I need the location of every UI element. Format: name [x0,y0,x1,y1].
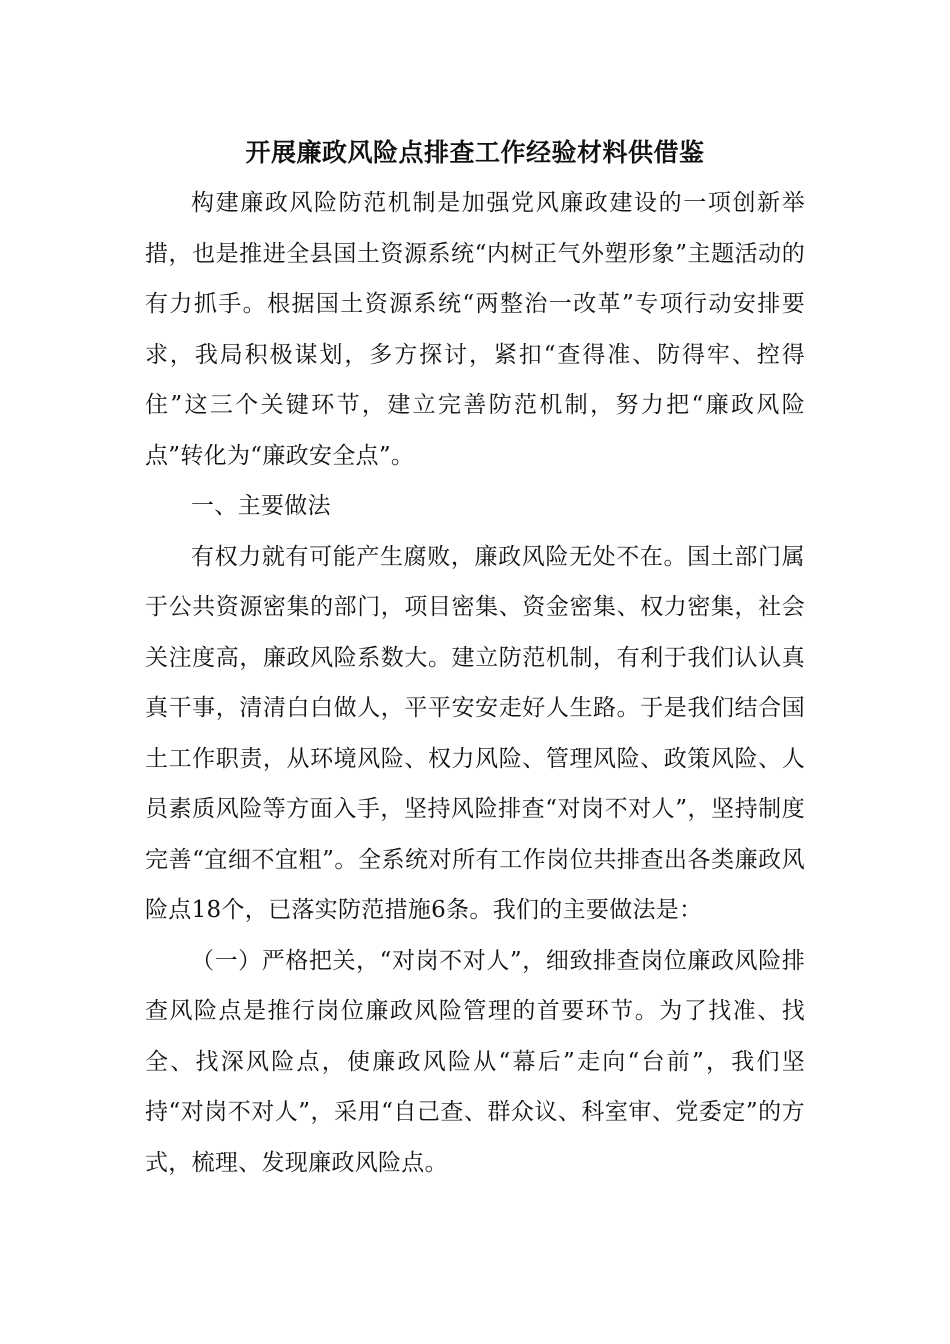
paragraph-intro: 构建廉政风险防范机制是加强党风廉政建设的一项创新举措，也是推进全县国土资源系统“内树正气外塑形象”主题活动的有力抓手。根据国土资源系统“两整治一改革”专项行动安排要求，我局积极谋划，多方探讨，紧扣“查得准、防得牢、控得住”这三个关键环节，建立完善防范机制，努力把“廉政风险点”转化为“廉政安全点”。 [145,190,805,469]
document-title: 开展廉政风险点排查工作经验材料供借鉴 [245,138,705,167]
section-heading-main-practices: 一、主要做法 [191,493,331,519]
paragraph-subsection-one: （一）严格把关，“对岗不对人”，细致排查岗位廉政风险排查风险点是推行岗位廉政风险管理的首要环节。为了找准、找全、找深风险点，使廉政风险从“幕后”走向“台前”，我们坚持“对岗不对人”，采用“自己查、群众议、科室审、党委定”的方式，梳理、发现廉政风险点。 [145,947,805,1176]
paragraph-practices-overview: 有权力就有可能产生腐败，廉政风险无处不在。国土部门属于公共资源密集的部门，项目密集、资金密集、权力密集，社会关注度高，廉政风险系数大。建立防范机制，有利于我们认认真真干事，清清白白做人，平平安安走好人生路。于是我们结合国土工作职责，从环境风险、权力风险、管理风险、政策风险、人员素质风险等方面入手，坚持风险排查“对岗不对人”，坚持制度完善“宜细不宜粗”。全系统对所有工作岗位共排查出各类廉政风险点18个，已落实防范措施6条。我们的主要做法是： [145,543,805,923]
document-body [145,178,805,1188]
